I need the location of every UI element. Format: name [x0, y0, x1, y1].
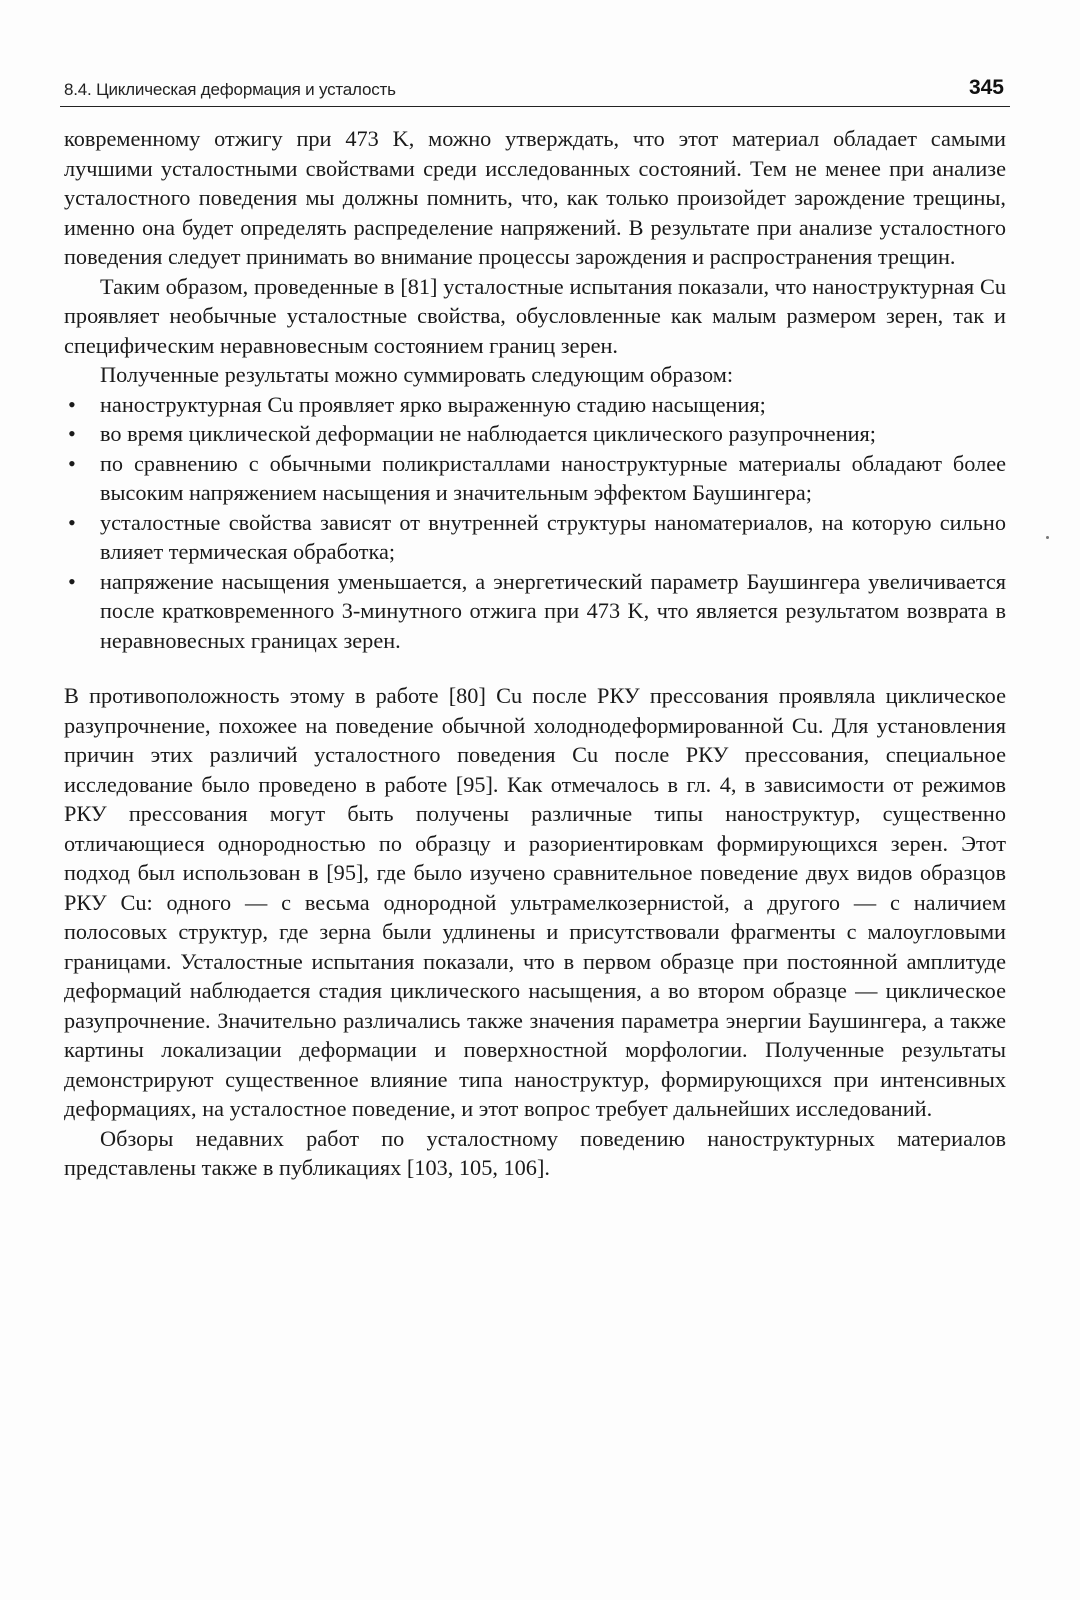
paragraph-conclusion: Таким образом, проведенные в [81] усталостные испытания показали, что наноструктурная Cu проявляет необычные усталостные свойства, обусловленные как малым размером зерен, так и специфическим неравновесным состоянием границ зерен. — [64, 273, 1006, 358]
list-item — [64, 449, 1006, 508]
paragraph-reviews: Обзоры недавних работ по усталостному поведению наноструктурных материалов представлены также в публикациях [103, 105, 106]. — [64, 1125, 1006, 1180]
scan-speck — [1046, 536, 1049, 539]
list-item — [64, 419, 1006, 449]
list-item-text: усталостные свойства зависят от внутренней структуры наноматериалов, на которую сильно влияет термическая обработка; — [100, 509, 1006, 564]
section-title: 8.4. Циклическая деформация и усталость — [64, 80, 396, 99]
bullet-icon: • — [68, 509, 76, 535]
paragraph-ecap-comparison: В противоположность этому в работе [80] Cu после РКУ прессования проявляла циклическое разупрочнение, похожее на поведение обычной холоднодеформированной Cu. Для установления причин этих различий усталостного поведения Cu после РКУ прессования, специальное исследование было проведено в работе [95]. Как отмечалось в гл. 4, в зависимости от режимов РКУ прессования могут быть получены различные типы наноструктур, существенно отличающиеся однородностью по образцу и разориентировкам формирующихся зерен. Этот подход был использован в [95], где было изучено сравнительное поведение двух видов образцов РКУ Cu: одного — с весьма однородной ультрамелкозернистой, а другого — с наличием полосовых структур, где зерна были удлинены и присутствовали фрагменты с малоугловыми границами. Усталостные испытания показали, что в первом образце при постоянной амплитуде деформаций наблюдается стадия циклического насыщения, а во втором образце — циклическое разупрочнение. Значительно различались также значения параметра энергии Баушингера, а также картины локализации деформации и поверхностной морфологии. Полученные результаты демонстрируют существенное влияние типа наноструктур, формирующихся при интенсивных деформациях, на усталостное поведение, и этот вопрос требует дальнейших исследований. — [64, 683, 1006, 1121]
list-item — [64, 567, 1006, 656]
bullet-icon: • — [68, 391, 76, 417]
list-item-text: наноструктурная Cu проявляет ярко выраженную стадию насыщения; — [100, 391, 766, 417]
bullet-icon: • — [68, 568, 76, 594]
bullet-icon: • — [68, 450, 76, 476]
body-text — [64, 124, 1006, 1183]
page-number: 345 — [968, 76, 1004, 99]
bullet-icon: • — [68, 421, 76, 446]
list-item-text: по сравнению с обычными поликристаллами наноструктурные материалы обладают более высоким напряжением насыщения и значительным эффектом Баушингера; — [100, 450, 1006, 505]
list-item — [64, 390, 1006, 420]
results-bullet-list — [64, 390, 1006, 656]
paragraph-continuation: ковременному отжигу при 473 K, можно утверждать, что этот материал обладает самыми лучшими усталостными свойствами среди исследованных состояний. Тем не менее при анализе усталостного поведения мы должны помнить, что, как только произойдет зарождение трещины, именно она будет определять распределение напряжений. В результате при анализе усталостного поведения следует принимать во внимание процессы зарождения и распространения трещин. — [64, 126, 1006, 269]
section-gap — [64, 655, 1006, 681]
list-item-text: во время циклической деформации не наблюдается циклического разупрочнения; — [100, 421, 877, 446]
list-item-text: напряжение насыщения уменьшается, а энергетический параметр Баушингера увеличивается после кратковременного 3-минутного отжига при 473 K, что является результатом возврата в неравновесных границах зерен. — [100, 568, 1006, 653]
paragraph-summary-intro: Полученные результаты можно суммировать следующим образом: — [100, 362, 734, 387]
running-header — [60, 74, 1010, 107]
list-item — [64, 508, 1006, 567]
